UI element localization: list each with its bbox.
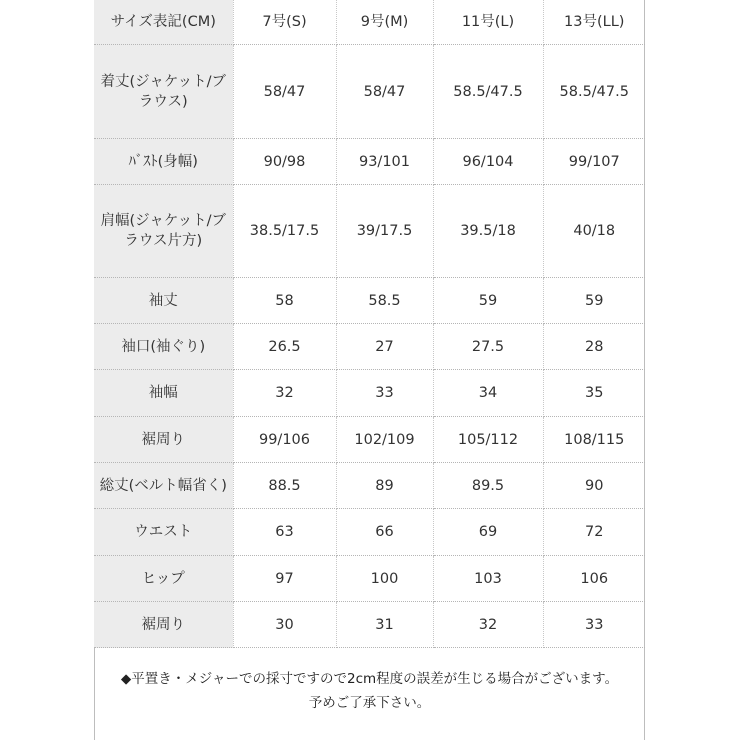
cell-value: 106 [543, 556, 645, 602]
row-label: 袖丈 [94, 278, 233, 324]
cell-value: 89 [336, 463, 433, 509]
header-row [94, 0, 645, 45]
cell-value: 33 [336, 370, 433, 417]
cell-value: 59 [543, 278, 645, 324]
measurement-note [94, 667, 645, 715]
table-row [94, 463, 645, 509]
header-size-l: 11号(L) [433, 0, 543, 45]
cell-value: 69 [433, 509, 543, 556]
row-label: 着丈(ジャケット/ブラウス) [94, 45, 233, 139]
cell-value: 72 [543, 509, 645, 556]
cell-value: 32 [233, 370, 336, 417]
row-label: 袖口(袖ぐり) [94, 324, 233, 370]
table-row [94, 417, 645, 463]
cell-value: 108/115 [543, 417, 645, 463]
cell-value: 58/47 [336, 45, 433, 139]
cell-value: 90 [543, 463, 645, 509]
cell-value: 105/112 [433, 417, 543, 463]
cell-value: 102/109 [336, 417, 433, 463]
cell-value: 39/17.5 [336, 185, 433, 278]
cell-value: 89.5 [433, 463, 543, 509]
cell-value: 96/104 [433, 139, 543, 185]
note-line-2: 予めご了承下さい。 [308, 695, 431, 711]
cell-value: 26.5 [233, 324, 336, 370]
cell-value: 97 [233, 556, 336, 602]
cell-value: 27 [336, 324, 433, 370]
table-row [94, 556, 645, 602]
cell-value: 66 [336, 509, 433, 556]
cell-value: 99/106 [233, 417, 336, 463]
table-row [94, 602, 645, 648]
cell-value: 39.5/18 [433, 185, 543, 278]
cell-value: 59 [433, 278, 543, 324]
cell-value: 90/98 [233, 139, 336, 185]
header-size-m: 9号(M) [336, 0, 433, 45]
row-label: ウエスト [94, 509, 233, 556]
table-row [94, 509, 645, 556]
cell-value: 38.5/17.5 [233, 185, 336, 278]
header-size-s: 7号(S) [233, 0, 336, 45]
cell-value: 103 [433, 556, 543, 602]
cell-value: 58.5/47.5 [433, 45, 543, 139]
cell-value: 31 [336, 602, 433, 648]
cell-value: 88.5 [233, 463, 336, 509]
cell-value: 58.5 [336, 278, 433, 324]
note-line-1: ◆平置き・メジャーでの採寸ですので2cm程度の誤差が生じる場合がございます。 [120, 671, 619, 687]
cell-value: 30 [233, 602, 336, 648]
row-label: ヒップ [94, 556, 233, 602]
cell-value: 28 [543, 324, 645, 370]
cell-value: 34 [433, 370, 543, 417]
table-row [94, 45, 645, 139]
cell-value: 63 [233, 509, 336, 556]
cell-value: 40/18 [543, 185, 645, 278]
cell-value: 100 [336, 556, 433, 602]
cell-value: 99/107 [543, 139, 645, 185]
row-label: 総丈(ベルト幅省く) [94, 463, 233, 509]
table-row [94, 139, 645, 185]
row-label: ﾊﾞｽﾄ(身幅) [94, 139, 233, 185]
size-chart-table [94, 0, 645, 648]
row-label: 肩幅(ジャケット/ブラウス片方) [94, 185, 233, 278]
header-size-ll: 13号(LL) [543, 0, 645, 45]
cell-value: 58.5/47.5 [543, 45, 645, 139]
cell-value: 33 [543, 602, 645, 648]
cell-value: 58/47 [233, 45, 336, 139]
cell-value: 27.5 [433, 324, 543, 370]
cell-value: 93/101 [336, 139, 433, 185]
table-row [94, 370, 645, 417]
row-label: 裾周り [94, 602, 233, 648]
table-row [94, 185, 645, 278]
cell-value: 58 [233, 278, 336, 324]
row-label: 裾周り [94, 417, 233, 463]
cell-value: 35 [543, 370, 645, 417]
table-row [94, 324, 645, 370]
table-row [94, 278, 645, 324]
header-size-label: サイズ表記(CM) [94, 0, 233, 45]
row-label: 袖幅 [94, 370, 233, 417]
cell-value: 32 [433, 602, 543, 648]
